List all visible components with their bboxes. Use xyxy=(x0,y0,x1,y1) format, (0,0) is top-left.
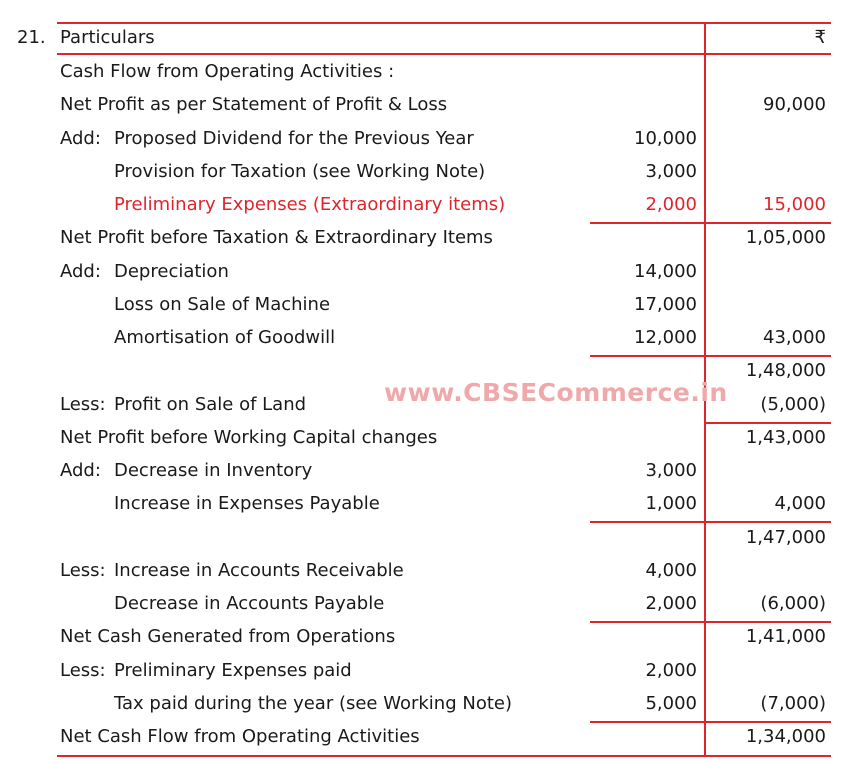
row-prefix: Less: xyxy=(60,559,106,581)
row-label: Provision for Taxation (see Working Note) xyxy=(114,160,486,182)
row-label: Preliminary Expenses (Extraordinary items) xyxy=(114,194,506,215)
row-amount-total: 1,47,000 xyxy=(745,526,826,548)
statement-row xyxy=(0,589,853,622)
row-label: Decrease in Accounts Payable xyxy=(114,593,385,614)
row-prefix: Less: xyxy=(60,393,106,415)
row-amount-inner: 12,000 xyxy=(634,327,697,348)
row-amount-total: 4,000 xyxy=(774,493,826,515)
row-amount-total: 1,43,000 xyxy=(745,426,826,448)
row-label: Net Cash Generated from Operations xyxy=(60,626,396,648)
row-amount-inner: 2,000 xyxy=(645,659,697,681)
statement-row xyxy=(0,489,853,522)
statement-row xyxy=(0,57,853,90)
row-label: Amortisation of Goodwill xyxy=(114,327,336,348)
row-amount-inner: 3,000 xyxy=(645,160,697,182)
row-label: Increase in Accounts Receivable xyxy=(114,559,404,581)
row-prefix: Add: xyxy=(60,127,101,149)
row-amount-total: 90,000 xyxy=(763,94,826,116)
statement-row xyxy=(0,656,853,689)
statement-row xyxy=(0,423,853,456)
statement-row xyxy=(0,556,853,589)
row-amount-total: 15,000 xyxy=(763,194,826,215)
watermark: www.CBSECommerce.in xyxy=(384,378,728,407)
statement-row xyxy=(0,90,853,123)
row-amount-inner: 10,000 xyxy=(634,127,697,149)
statement-row xyxy=(0,290,853,323)
row-label: Profit on Sale of Land xyxy=(114,393,307,415)
statement-row xyxy=(0,323,853,356)
table-bottom-border xyxy=(57,755,831,757)
row-amount-inner: 3,000 xyxy=(645,460,697,481)
statement-row xyxy=(0,689,853,722)
row-amount-total: 1,41,000 xyxy=(745,626,826,648)
statement-row xyxy=(0,223,853,256)
row-label: Depreciation xyxy=(114,260,229,282)
statement-row xyxy=(0,257,853,290)
row-label: Net Profit before Taxation & Extraordinary Items xyxy=(60,227,493,249)
row-amount-total: 1,05,000 xyxy=(745,227,826,249)
row-label: Preliminary Expenses paid xyxy=(114,659,352,681)
row-amount-inner: 5,000 xyxy=(645,692,697,714)
row-amount-inner: 17,000 xyxy=(634,293,697,315)
row-prefix: Add: xyxy=(60,460,101,481)
row-amount-total: (6,000) xyxy=(760,593,826,614)
row-amount-inner: 14,000 xyxy=(634,260,697,282)
row-label: Decrease in Inventory xyxy=(114,460,313,481)
row-label: Net Profit as per Statement of Profit & Loss xyxy=(60,94,448,116)
statement-row xyxy=(0,722,853,755)
row-label: Net Cash Flow from Operating Activities xyxy=(60,726,420,747)
row-amount-total: 1,48,000 xyxy=(745,360,826,382)
row-prefix: Less: xyxy=(60,659,106,681)
particulars-header: Particulars xyxy=(60,27,155,48)
row-amount-total: 43,000 xyxy=(763,327,826,348)
question-number: 21. xyxy=(17,27,46,48)
row-prefix: Add: xyxy=(60,260,101,282)
statement-row xyxy=(0,190,853,223)
statement-row xyxy=(0,124,853,157)
row-amount-total: 1,34,000 xyxy=(745,726,826,747)
row-amount-inner: 1,000 xyxy=(645,493,697,515)
statement-row xyxy=(0,622,853,655)
row-label: Proposed Dividend for the Previous Year xyxy=(114,127,474,149)
row-amount-inner: 2,000 xyxy=(645,194,697,215)
row-amount-inner: 4,000 xyxy=(645,559,697,581)
row-amount-total: (7,000) xyxy=(760,692,826,714)
table-header xyxy=(0,23,853,56)
row-label: Cash Flow from Operating Activities : xyxy=(60,61,395,82)
statement-row xyxy=(0,523,853,556)
row-label: Loss on Sale of Machine xyxy=(114,293,331,315)
row-label: Increase in Expenses Payable xyxy=(114,493,380,515)
row-label: Net Profit before Working Capital changes xyxy=(60,426,438,448)
statement-row xyxy=(0,456,853,489)
row-label: Tax paid during the year (see Working Note) xyxy=(114,692,512,714)
row-amount-inner: 2,000 xyxy=(645,593,697,614)
row-amount-total: (5,000) xyxy=(760,393,826,415)
currency-header: ₹ xyxy=(814,27,826,48)
statement-row xyxy=(0,157,853,190)
